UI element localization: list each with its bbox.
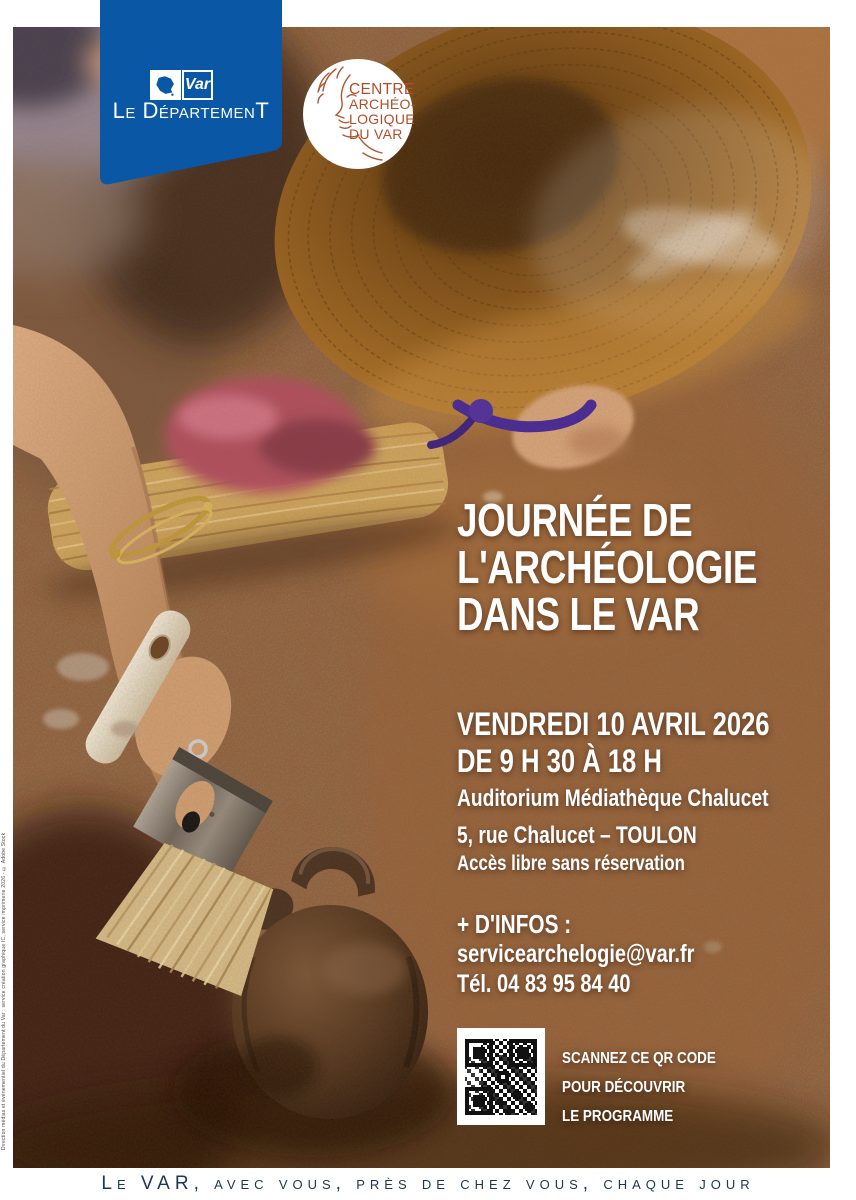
qr-caption (562, 1044, 716, 1131)
center-logo-line: LOGIQUE (349, 111, 415, 127)
var-map-icon (150, 70, 181, 100)
title-line: DANS LE VAR (457, 588, 700, 640)
archeo-center-logo (303, 59, 416, 169)
qr-code (457, 1028, 545, 1125)
var-logo (150, 70, 213, 100)
event-address: 5, rue Chalucet – TOULON (457, 822, 697, 849)
center-logo-line: DU VAR (349, 126, 403, 142)
qr-caption-line: SCANNEZ CE QR CODE (562, 1050, 716, 1067)
poster-title (457, 494, 757, 640)
infos-heading: + D'INFOS : (457, 909, 572, 939)
qr-caption-line: POUR DÉCOUVRIR (562, 1079, 686, 1096)
infos-block (457, 909, 694, 999)
event-date: VENDREDI 10 AVRIL 2026 (457, 706, 770, 742)
event-datetime (457, 706, 770, 780)
title-line: JOURNÉE DE (457, 494, 693, 546)
infos-phone: Tél. 04 83 95 84 40 (457, 970, 631, 998)
footer-tagline: Le VAR, avec vous, près de chez vous, chaque jour (101, 1173, 755, 1194)
center-logo-line: ARCHÉO- (349, 96, 416, 112)
title-line: L'ARCHÉOLOGIE (457, 541, 757, 593)
qr-pattern (463, 1037, 539, 1117)
infos-email: servicearchelogie@var.fr (457, 940, 695, 968)
center-logo-text (349, 82, 416, 142)
event-location (457, 780, 768, 854)
qr-caption-line: LE PROGRAMME (562, 1108, 674, 1125)
department-badge (100, 0, 282, 192)
credits-vertical: Direction médias et événementiel du Département du Var : service création graphique IC, service imprimerie 2026 - © Adobe Stock (1, 832, 7, 1150)
var-wordmark: Var (182, 70, 213, 100)
department-label: Le DépartemenT (112, 98, 270, 123)
event-access: Accès libre sans réservation (457, 852, 685, 875)
event-hours: DE 9 H 30 À 18 H (457, 743, 662, 779)
center-logo-line: CENTRE (349, 81, 415, 98)
footer-band (0, 1168, 856, 1200)
event-venue: Auditorium Médiathèque Chalucet (457, 785, 769, 812)
